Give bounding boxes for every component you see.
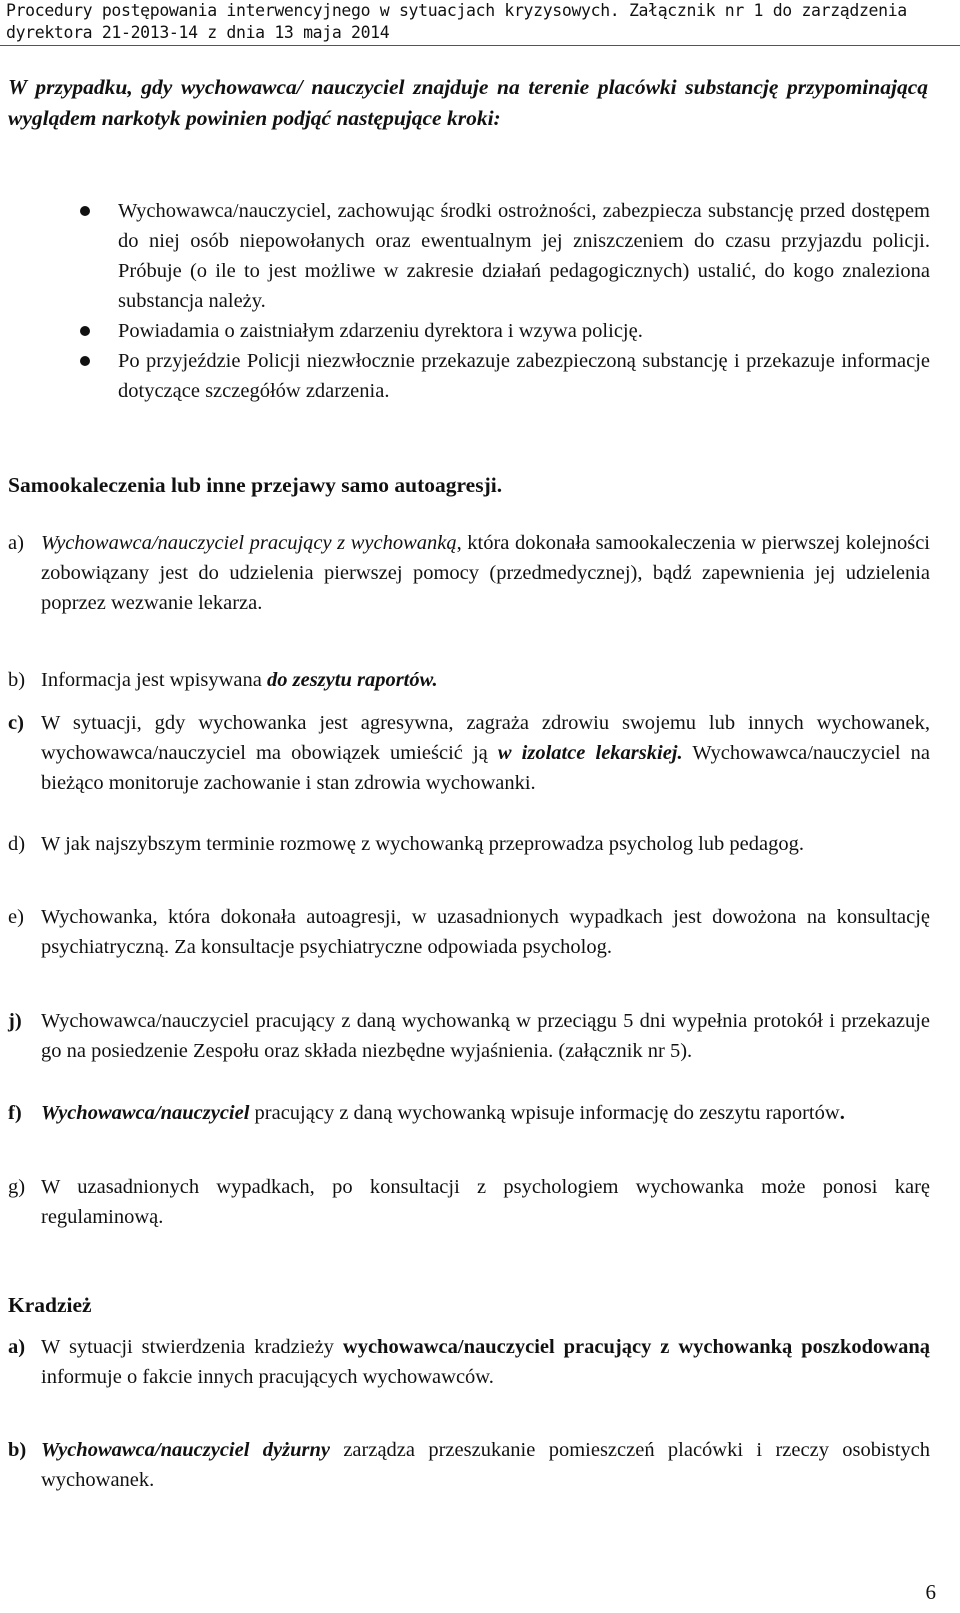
bullet-icon [80,326,90,336]
list-item [80,196,930,316]
item-text: W sytuacji stwierdzenia kradzieży [41,1336,343,1358]
list-item-a [8,528,930,618]
item-label: b) [8,1439,27,1461]
item-label: a) [8,1336,26,1358]
item-text-rest: Wychowawca/nauczyciel na bieżąco monitoruje zachowanie i stan zdrowia wychowanki. [41,742,930,794]
item-label: f) [8,1102,22,1124]
item-emphasis: Wychowawca/nauczyciel dyżurny [41,1439,330,1461]
item-text: W sytuacji, gdy wychowanka jest agresywna, zagraża zdrowiu swojemu lub innych wychowanek, wychowawca/nauczyciel ma obowiązek umieścić ją [41,712,930,764]
item-label: g) [8,1176,26,1198]
list-item-e [8,902,930,962]
list-item-g [8,1172,930,1232]
bullet-icon [80,206,90,216]
item-label: j) [8,1010,22,1032]
list-item-b [8,1435,930,1495]
drug-procedure-heading: W przypadku, gdy wychowawca/ nauczyciel znajduje na terenie placówki substancję przypominającą wyglądem narkotyk powinien podjąć następujące kroki: [8,75,928,130]
drug-procedure-steps [80,196,930,406]
list-item-a [8,1332,930,1392]
bullet-text: Powiadamia o zaistniałym zdarzeniu dyrektora i wzywa policję. [118,320,643,342]
item-text: W jak najszybszym terminie rozmowę z wychowanką przeprowadza psycholog lub pedagog. [41,833,804,855]
item-text-rest: informuje o fakcie innych pracujących wychowawców. [41,1366,494,1388]
list-item-b [8,665,930,695]
item-text: zarządza przeszukanie pomieszczeń placówki i rzeczy osobistych wychowanek. [41,1439,930,1491]
theft-section-title: Kradzież [8,1293,92,1317]
item-emphasis: Wychowawca/nauczyciel pracujący z wychowanką [41,532,457,554]
page-header [6,0,956,44]
item-text: pracujący z daną wychowanką wpisuje informację do zeszytu raportów [249,1102,840,1124]
item-text: Wychowawca/nauczyciel pracujący z daną wychowanką w przeciągu 5 dni wypełnia protokół i przekazuje go na posiedzenie Zespołu oraz składa niezbędne wyjaśnienia. (załącznik nr 5). [41,1010,930,1062]
bullet-text: Po przyjeździe Policji niezwłocznie przekazuje zabezpieczoną substancję i przekazuje informacje dotyczące szczegółów zdarzenia. [118,350,930,402]
list-item-f [8,1098,930,1128]
item-label: e) [8,906,24,928]
item-text: W uzasadnionych wypadkach, po konsultacji z psychologiem wychowanka może ponosi karę regulaminową. [41,1176,930,1228]
item-emphasis: w izolatce lekarskiej. [497,742,683,764]
item-label: d) [8,833,26,855]
list-item [80,316,930,346]
page-number: 6 [925,1580,936,1604]
item-label: b) [8,669,26,691]
bullet-icon [80,356,90,366]
item-period: . [839,1102,845,1124]
header-divider [0,45,960,46]
list-item [80,346,930,406]
header-line-2: dyrektora 21-2013-14 z dnia 13 maja 2014 [6,23,390,42]
header-line-1: Procedury postępowania interwencyjnego w sytuacjach kryzysowych. Załącznik nr 1 do zarządzenia [6,1,907,20]
item-text: , która dokonała samookaleczenia w pierwszej kolejności zobowiązany jest do udzielenia pierwszej pomocy (przedmedycznej), bądź zapewnienia jej udzielenia poprzez wezwanie lekarza. [41,532,930,614]
item-emphasis: Wychowawca/nauczyciel [41,1102,250,1124]
item-label: c) [8,712,24,734]
item-emphasis: do zeszytu raportów. [267,669,438,691]
item-emphasis: wychowawca/nauczyciel pracujący z wychowanką poszkodowaną [342,1336,930,1358]
self-harm-section-title: Samookaleczenia lub inne przejawy samo autoagresji. [8,473,503,497]
item-label: a) [8,532,24,554]
list-item-j [8,1006,930,1066]
list-item-c [8,708,930,798]
item-text: Wychowanka, która dokonała autoagresji, w uzasadnionych wypadkach jest dowożona na konsultację psychiatryczną. Za konsultacje psychiatryczne odpowiada psycholog. [41,906,930,958]
item-text: Informacja jest wpisywana [41,669,267,691]
bullet-text: Wychowawca/nauczyciel, zachowując środki ostrożności, zabezpiecza substancję przed dostępem do niej osób niepowołanych oraz ewentualnym jej zniszczeniem do czasu przyjazdu policji. Próbuje (o ile to jest możliwe w zakresie działań pedagogicznych) ustalić, do kogo znaleziona substancja należy. [118,200,930,312]
list-item-d [8,829,930,859]
